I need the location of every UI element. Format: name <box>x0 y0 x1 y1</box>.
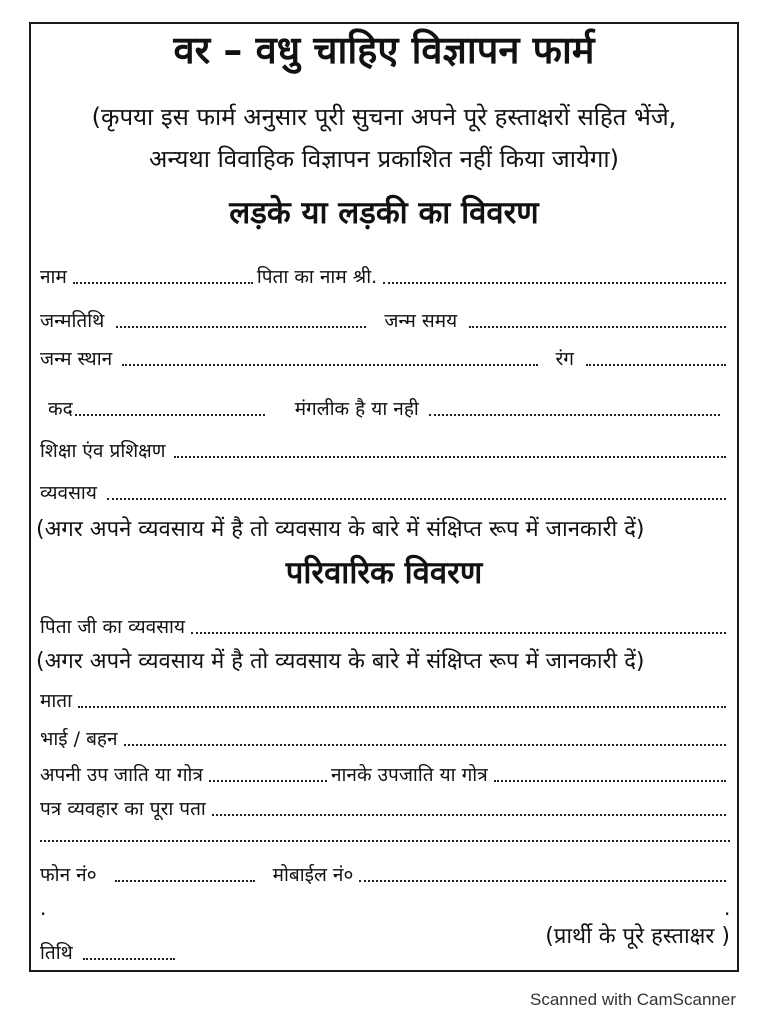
gotra-row <box>40 756 730 788</box>
address-label: पत्र व्यवहार का पूरा पता <box>40 798 206 820</box>
phone-label: फोन नं० <box>40 864 97 886</box>
education-row <box>40 432 730 464</box>
father-occupation-label: पिता जी का व्यवसाय <box>40 616 185 638</box>
own-subcaste-field[interactable] <box>209 780 327 782</box>
instruction-line-1: (कृपया इस फार्म अनुसार पूरी सुचना अपने पूरे हस्ताक्षरों सहित भेंजे, <box>91 103 677 131</box>
father-name-label: पिता का नाम श्री. <box>256 266 378 288</box>
complexion-field[interactable] <box>586 364 726 366</box>
date-row <box>40 934 240 966</box>
education-label: शिक्षा एंव प्रशिक्षण <box>40 440 166 462</box>
mother-field[interactable] <box>78 706 726 708</box>
address-field-line-2[interactable] <box>40 840 730 842</box>
education-field[interactable] <box>174 456 726 458</box>
occupation-row <box>40 474 730 506</box>
address-row <box>40 790 730 822</box>
birth-time-field[interactable] <box>469 326 726 328</box>
occupation-note: (अगर अपने व्यवसाय में है तो व्यवसाय के बारे में संक्षिप्त रूप में जानकारी दें) <box>36 517 645 542</box>
phone-field[interactable] <box>115 880 255 882</box>
mother-row <box>40 682 730 714</box>
occupation-label: व्यवसाय <box>40 482 97 504</box>
margin-dot-left: . <box>40 896 47 920</box>
dob-row <box>40 302 730 334</box>
margin-dot-right: . <box>724 896 731 920</box>
date-field[interactable] <box>83 958 175 960</box>
form-title: वर – वधु चाहिए विज्ञापन फार्म <box>173 28 595 72</box>
scanner-watermark: Scanned with CamScanner <box>529 990 736 1009</box>
height-row <box>48 390 724 422</box>
siblings-label: भाई / बहन <box>40 728 118 750</box>
mother-label: माता <box>40 690 73 712</box>
mobile-label: मोबाईल नं० <box>272 864 354 886</box>
date-label: तिथि <box>40 942 73 964</box>
father-name-field[interactable] <box>383 282 726 284</box>
siblings-field[interactable] <box>124 744 726 746</box>
signature-label: (प्रार्थी के पूरे हस्ताक्षर ) <box>545 924 730 949</box>
dob-field[interactable] <box>116 326 366 328</box>
complexion-label: रंग <box>555 348 574 370</box>
father-occupation-note: (अगर अपने व्यवसाय में है तो व्यवसाय के बारे में संक्षिप्त रूप में जानकारी दें) <box>36 649 645 674</box>
height-field[interactable] <box>75 414 265 416</box>
mobile-field[interactable] <box>359 880 726 882</box>
siblings-row <box>40 720 730 752</box>
manglik-field[interactable] <box>429 414 720 416</box>
name-field[interactable] <box>73 282 253 284</box>
own-subcaste-label: अपनी उप जाति या गोत्र <box>40 764 203 786</box>
phone-row <box>40 856 730 888</box>
father-occupation-row <box>40 608 730 640</box>
birth-place-label: जन्म स्थान <box>40 348 113 370</box>
birth-place-row <box>40 340 730 372</box>
height-label: कद <box>48 398 73 420</box>
maternal-subcaste-field[interactable] <box>494 780 726 782</box>
section-heading-candidate: लड़के या लड़की का विवरण <box>229 195 539 231</box>
father-occupation-field[interactable] <box>191 632 726 634</box>
dob-label: जन्मतिथि <box>40 310 105 332</box>
birth-time-label: जन्म समय <box>384 310 458 332</box>
section-heading-family: परिवारिक विवरण <box>285 555 483 591</box>
name-label: नाम <box>40 266 67 288</box>
name-row <box>40 258 730 290</box>
instruction-line-2: अन्यथा विवाहिक विज्ञापन प्रकाशित नहीं किया जायेगा) <box>149 145 619 173</box>
address-field[interactable] <box>212 814 726 816</box>
occupation-field[interactable] <box>107 498 726 500</box>
birth-place-field[interactable] <box>122 364 537 366</box>
manglik-label: मंगलीक है या नही <box>294 398 419 420</box>
maternal-subcaste-label: नानके उपजाति या गोत्र <box>330 764 488 786</box>
